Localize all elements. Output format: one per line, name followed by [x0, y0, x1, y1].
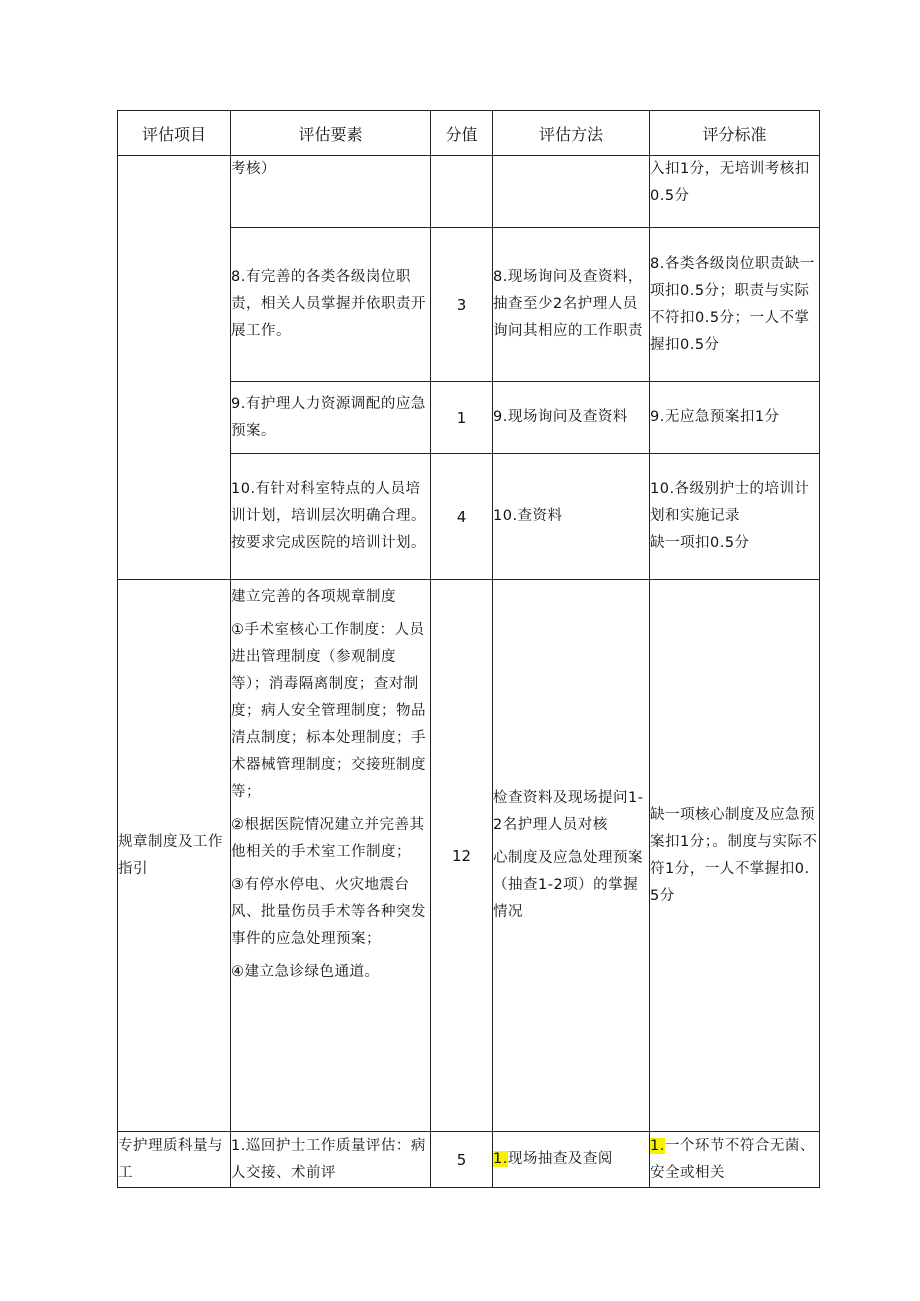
- standard-cell: 9.无应急预案扣1分: [650, 382, 820, 454]
- method-cell: [493, 156, 650, 228]
- method-cell: 9.现场询问及查资料: [493, 382, 650, 454]
- table-row: [118, 156, 820, 228]
- header-method: 评估方法: [493, 111, 650, 156]
- standard-cell: 10.各级别护士的培训计划和实施记录 缺一项扣0.5分: [650, 454, 820, 580]
- header-item: 评估项目: [118, 111, 231, 156]
- table-row: [118, 1132, 820, 1188]
- table-row: [118, 580, 820, 1132]
- item-cell: 专护理质科量与工: [118, 1132, 231, 1188]
- method-cell: 检查资料及现场提问1-2名护理人员对核 心制度及应急处理预案（抽查1-2项）的掌握情况: [493, 580, 650, 1132]
- method-cell: 8.现场询问及查资料，抽查至少2名护理人员询问其相应的工作职责: [493, 228, 650, 382]
- method-cell: 10.查资料: [493, 454, 650, 580]
- item-cell: 规章制度及工作指引: [118, 580, 231, 1132]
- score-cell: 1: [431, 382, 493, 454]
- score-cell: [431, 156, 493, 228]
- evaluation-table: [117, 110, 820, 1188]
- standard-cell: 8.各类各级岗位职责缺一项扣0.5分；职责与实际不符扣0.5分；一人不掌握扣0.5分: [650, 228, 820, 382]
- element-cell: 考核）: [231, 156, 431, 228]
- method-cell: 1.现场抽查及查阅: [493, 1132, 650, 1188]
- highlight-mark: 1.: [650, 1137, 665, 1154]
- element-cell: 10.有针对科室特点的人员培训计划，培训层次明确合理。按要求完成医院的培训计划。: [231, 454, 431, 580]
- header-score: 分值: [431, 111, 493, 156]
- score-cell: 5: [431, 1132, 493, 1188]
- score-cell: 12: [431, 580, 493, 1132]
- element-cell: 9.有护理人力资源调配的应急预案。: [231, 382, 431, 454]
- element-cell: 建立完善的各项规章制度 ①手术室核心工作制度：人员进出管理制度（参观制度等）；消毒隔离制度；查对制度；病人安全管理制度；物品清点制度；标本处理制度；手术器械管理制度；交接班制度等； ②根据医院情况建立并完善其他相关的手术室工作制度； ③有停水停电、火灾地震台风、批量伤员手术等各种突发事件的应急处理预案； ④建立急诊绿色通道。: [231, 580, 431, 1132]
- standard-cell: 入扣1分，无培训考核扣0.5分: [650, 156, 820, 228]
- element-cell: 1.巡回护士工作质量评估：病人交接、术前评: [231, 1132, 431, 1188]
- score-cell: 4: [431, 454, 493, 580]
- header-standard: 评分标准: [650, 111, 820, 156]
- standard-cell: 1.一个环节不符合无菌、安全或相关: [650, 1132, 820, 1188]
- table-header-row: [118, 111, 820, 156]
- highlight-mark: 1.: [493, 1151, 508, 1167]
- header-element: 评估要素: [231, 111, 431, 156]
- item-cell: [118, 156, 231, 580]
- score-cell: 3: [431, 228, 493, 382]
- standard-cell: 缺一项核心制度及应急预案扣1分；。制度与实际不符1分，一人不掌握扣0.5分: [650, 580, 820, 1132]
- element-cell: 8.有完善的各类各级岗位职责，相关人员掌握并依职责开展工作。: [231, 228, 431, 382]
